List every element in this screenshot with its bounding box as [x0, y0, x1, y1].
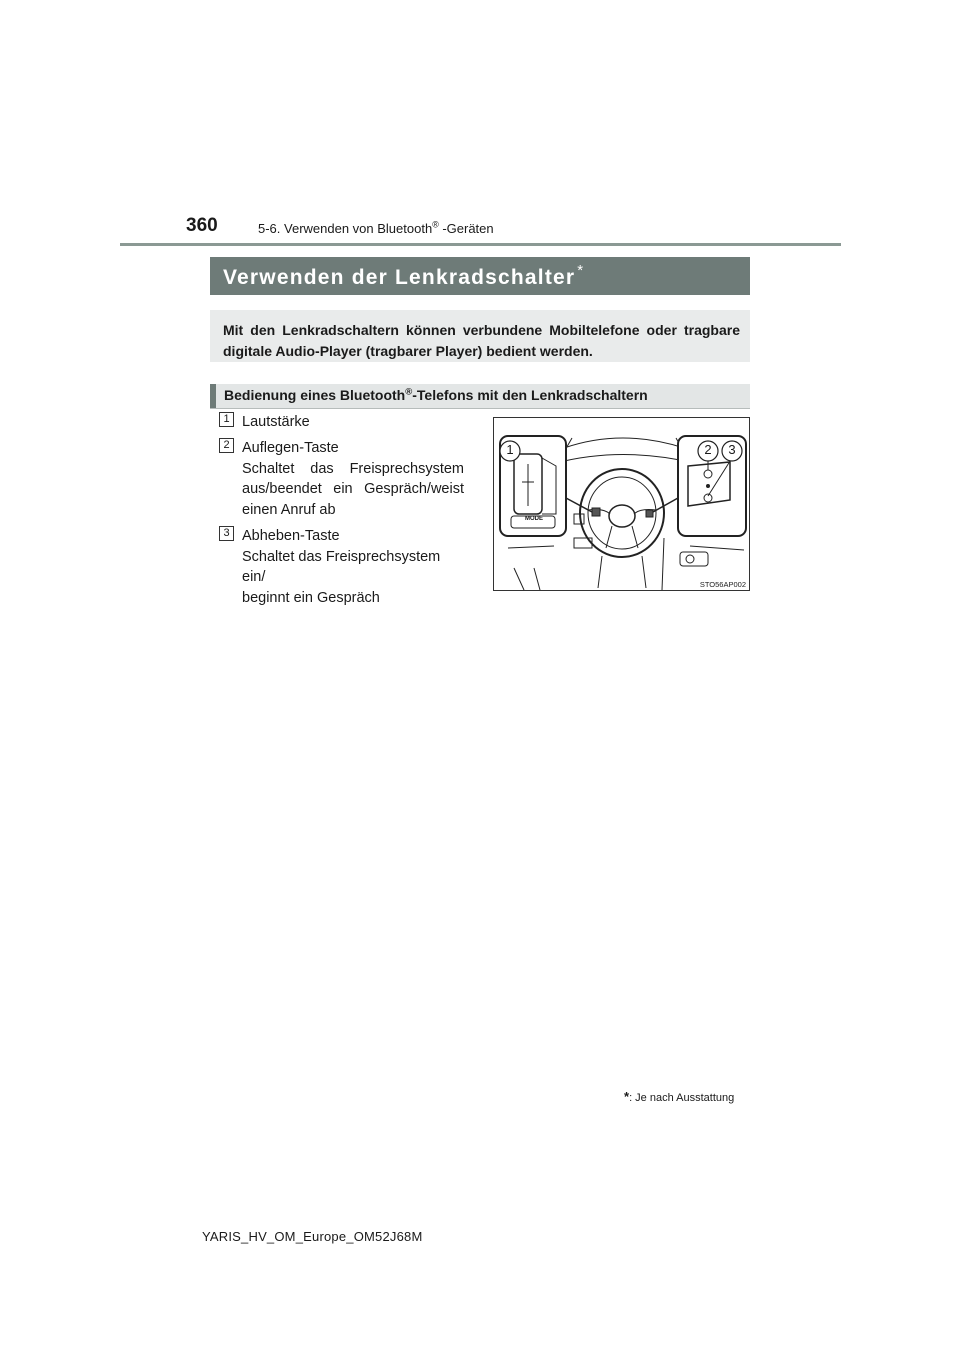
callout-3: 3: [728, 442, 736, 457]
list-item-3: [242, 526, 464, 608]
list-item-1: [242, 412, 464, 433]
callout-1: 1: [506, 442, 514, 457]
item-number-1: 1: [219, 412, 234, 427]
footnote-text: : Je nach Ausstattung: [629, 1092, 735, 1104]
footnote-star: *: [624, 1089, 630, 1104]
figure-code: STO56AP002: [699, 580, 746, 589]
registered-mark: ®: [405, 386, 413, 398]
item-2-line: aus/beendet ein Gespräch/weist: [242, 481, 464, 497]
section-heading-prefix: 5-6. Verwenden von Bluetooth: [258, 221, 433, 236]
page-title-text: Verwenden der Lenkradschalter: [223, 266, 576, 289]
item-3-line: Schaltet das Freisprechsystem ein/: [242, 548, 441, 585]
title-footnote-star: *: [577, 262, 585, 279]
item-3-line: beginnt ein Gespräch: [242, 589, 380, 606]
page-title: [210, 257, 750, 295]
item-2-line: einen Anruf ab: [242, 501, 336, 518]
heading-marker: [210, 384, 216, 408]
intro-text: Mit den Lenkradschaltern können verbundene Mobiltelefone oder tragbare digitale Audio-Player (tragbarer Player) bedient werden.: [210, 310, 750, 362]
steering-switch-illustration: [493, 417, 750, 591]
subsection-heading: [224, 387, 648, 403]
footnote: [624, 1089, 734, 1104]
item-2-title: Auflegen-Taste: [242, 440, 339, 456]
list-item-2: [242, 438, 464, 520]
callout-2: 2: [704, 442, 712, 457]
subsection-heading-suffix: -Telefons mit den Lenkradschaltern: [412, 387, 648, 403]
section-heading: [258, 221, 494, 236]
registered-mark: ®: [432, 219, 439, 230]
header-rule: [120, 243, 841, 246]
item-number-2: 2: [219, 438, 234, 453]
subsection-heading-prefix: Bedienung eines Bluetooth: [224, 387, 406, 403]
item-2-line: Schaltet das Freisprechsystem: [242, 460, 464, 477]
section-heading-suffix: -Geräten: [438, 221, 494, 236]
document-footer: YARIS_HV_OM_Europe_OM52J68M: [202, 1229, 423, 1244]
page-number: 360: [186, 215, 218, 236]
item-1-title: Lautstärke: [242, 414, 310, 430]
item-3-title: Abheben-Taste: [242, 528, 340, 544]
subsection-heading-bar: [210, 384, 750, 409]
mode-button-label: MODE: [525, 516, 543, 522]
item-number-3: 3: [219, 526, 234, 541]
